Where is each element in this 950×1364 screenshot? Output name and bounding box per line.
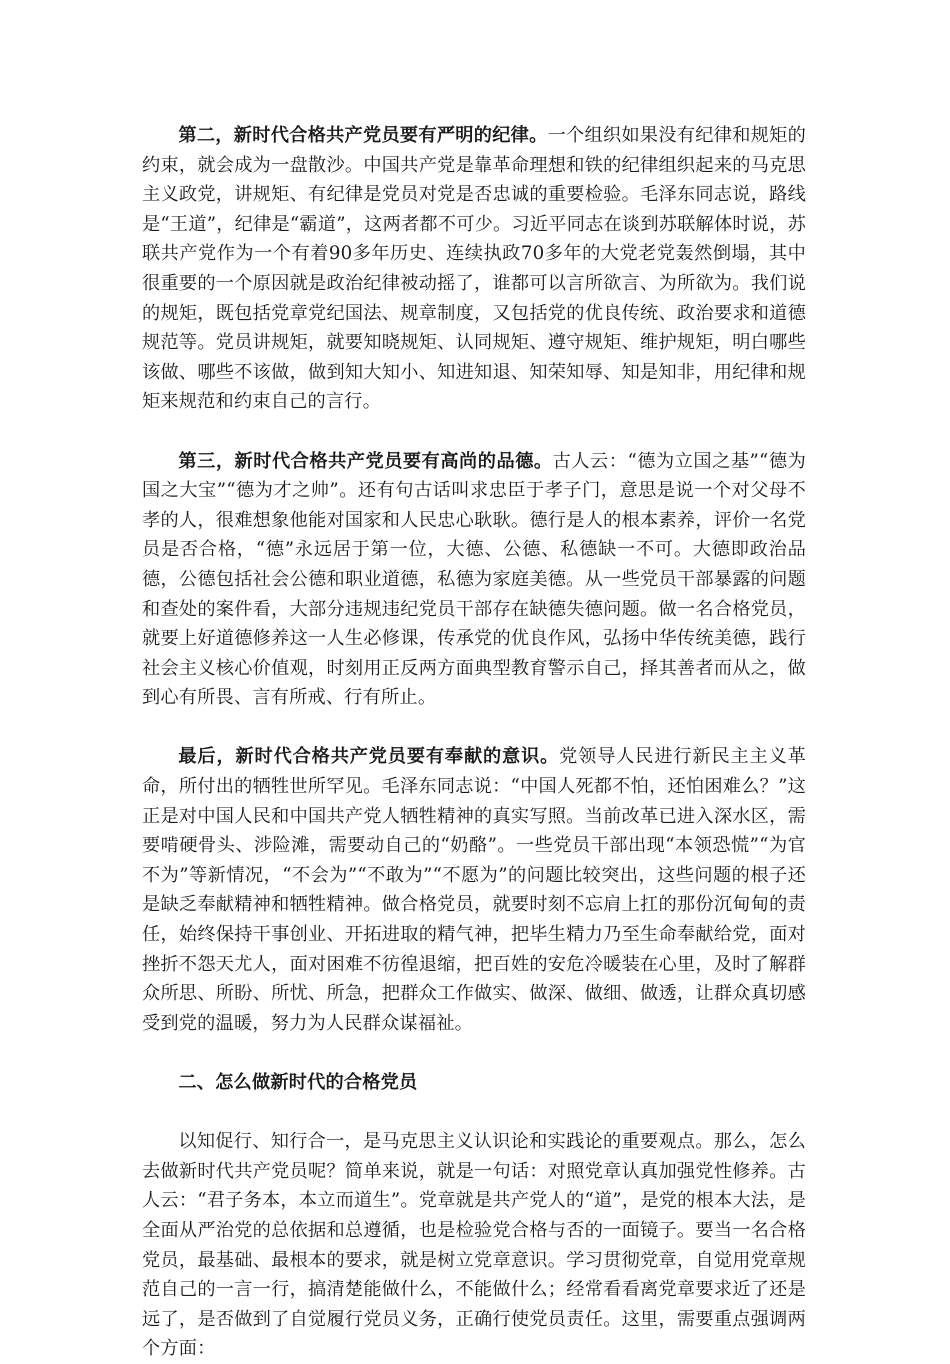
paragraph-lead: 第三，新时代合格共产党员要有高尚的品德。 — [178, 450, 553, 472]
paragraph-spacer — [142, 1098, 806, 1128]
paragraph-spacer — [142, 1038, 806, 1068]
paragraph-spacer — [142, 713, 806, 743]
paragraph-lead: 最后，新时代合格共产党员要有奉献的意识。 — [178, 746, 560, 768]
document-body — [142, 121, 806, 1364]
paragraph-text: 党领导人民进行新民主主义革命，所付出的牺牲世所罕见。毛泽东同志说：“中国人死都不怕，还怕困难么？”这正是对中国人民和中国共产党人牺牲精神的真实写照。当前改革已进入深水区，需要啃硬骨头、涉险滩，需要动自己的“奶酪”。一些党员干部出现“本领恐慌”“为官不为”等新情况，“不会为”“不敢为”“不愿为”的问题比较突出，这些问题的根子还是缺乏奉献精神和牺牲精神。做合格党员，就要时刻不忘肩上扛的那份沉甸甸的责任，始终保持干事创业、开拓进取的精气神，把毕生精力乃至生命奉献给党，面对挫折不怨天尤人，面对困难不彷徨退缩，把百姓的安危冷暖装在心里，及时了解群众所思、所盼、所忧、所急，把群众工作做实、做深、做细、做透，让群众真切感受到党的温暖，努力为人民群众谋福祉。 — [142, 746, 806, 1034]
paragraph-discipline — [142, 121, 806, 417]
paragraph-closing: 以知促行、知行合一，是马克思主义认识论和实践论的重要观点。那么，怎么去做新时代共产党员呢？简单来说，就是一句话：对照党章认真加强党性修养。古人云：“君子务本，本立而道生”。党章就是共产党人的“道”，是党的根本大法，是全面从严治党的总依据和总遵循，也是检验党合格与否的一面镜子。要当一名合格党员，最基础、最根本的要求，就是树立党章意识。学习贯彻党章，自觉用党章规范自己的一言一行，搞清楚能做什么，不能做什么；经常看看离党章要求近了还是远了，是否做到了自觉履行党员义务，正确行使党员责任。这里，需要重点强调两个方面： — [142, 1131, 806, 1360]
paragraph-spacer — [142, 417, 806, 447]
paragraph-morality — [142, 447, 806, 713]
paragraph-text: 古人云：“德为立国之基”“德为国之大宝”“德为才之帅”。还有句古话叫求忠臣于孝子门，意思是说一个对父母不孝的人，很难想象他能对国家和人民忠心耿耿。德行是人的根本素养，评价一名党员是否合格，“德”永远居于第一位，大德、公德、私德缺一不可。大德即政治品德，公德包括社会公德和职业道德，私德为家庭美德。从一些党员干部暴露的问题和查处的案件看，大部分违规违纪党员干部存在缺德失德问题。做一名合格党员，就要上好道德修养这一人生必修课，传承党的优良作风，弘扬中华传统美德，践行社会主义核心价值观，时刻用正反两方面典型教育警示自己，择其善者而从之，做到心有所畏、言有所戒、行有所止。 — [142, 450, 806, 709]
paragraph-text: 一个组织如果没有纪律和规矩的约束，就会成为一盘散沙。中国共产党是靠革命理想和铁的纪律组织起来的马克思主义政党，讲规矩、有纪律是党员对党是否忠诚的重要检验。毛泽东同志说，路线是“王道”，纪律是“霸道”，这两者都不可少。习近平同志在谈到苏联解体时说，苏联共产党作为一个有着90多年历史、连续执政70多年的大党老党轰然倒塌，其中很重要的一个原因就是政治纪律被动摇了，谁都可以言所欲言、为所欲为。我们说的规矩，既包括党章党纪国法、规章制度，又包括党的优良传统、政治要求和道德规范等。党员讲规矩，就要知晓规矩、认同规矩、遵守规矩、维护规矩，明白哪些该做、哪些不该做，做到知大知小、知进知退、知荣知辱、知是知非，用纪律和规矩来规范和约束自己的言行。 — [142, 125, 806, 413]
section-heading: 二、怎么做新时代的合格党员 — [178, 1072, 418, 1093]
paragraph-lead: 第二，新时代合格共产党员要有严明的纪律。 — [178, 125, 548, 146]
paragraph-dedication — [142, 742, 806, 1038]
